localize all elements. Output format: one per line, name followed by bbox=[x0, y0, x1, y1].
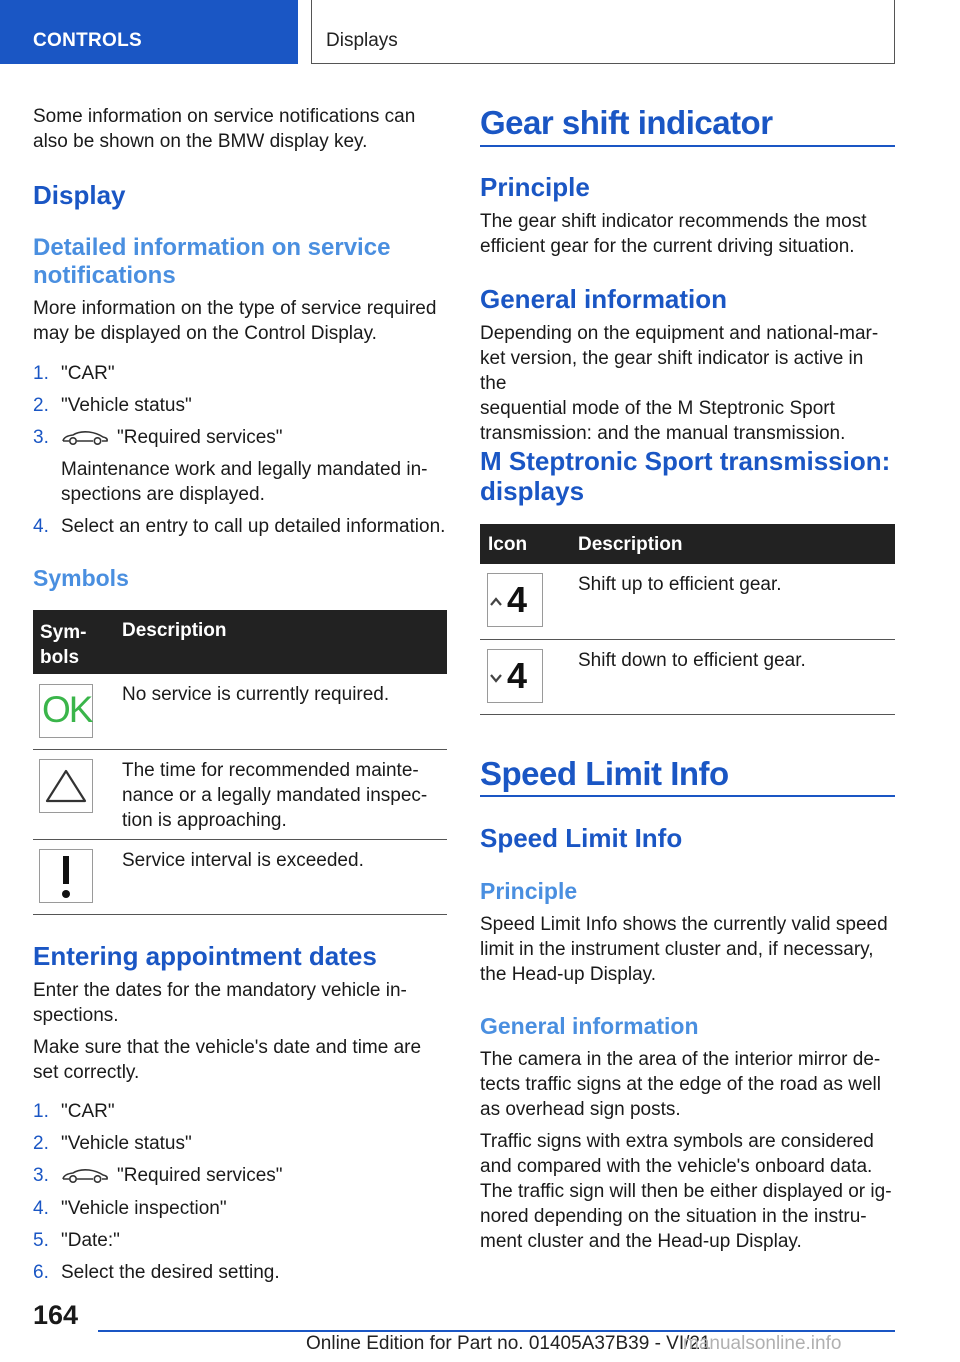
step-note: Maintenance work and legally mandated in- spections are displayed. bbox=[61, 459, 428, 505]
chapter-tab bbox=[311, 0, 895, 64]
exclamation-icon bbox=[39, 849, 93, 903]
section-tab bbox=[0, 0, 298, 64]
m-steptronic-heading: M Steptronic Sport transmission: displays bbox=[480, 446, 891, 506]
principle-paragraph: The gear shift indicator recommends the most efficient gear for the current driving situation. bbox=[480, 211, 867, 257]
table-cell: Shift down to efficient gear. bbox=[578, 650, 806, 671]
heading-rule bbox=[480, 795, 895, 797]
appointment-paragraph: Enter the dates for the mandatory vehicle in- spections. bbox=[33, 980, 407, 1026]
sli-principle-paragraph: Speed Limit Info shows the currently valid speed limit in the instrument cluster and, if necessary, the Head-up Display. bbox=[480, 914, 888, 985]
ok-icon: OK bbox=[39, 684, 93, 738]
gear-table-header bbox=[480, 524, 895, 564]
sli-general-heading: General information bbox=[480, 1013, 699, 1039]
table-divider bbox=[480, 714, 895, 715]
edition-text: Online Edition for Part no. 01405A37B39 - VI/21 bbox=[306, 1333, 711, 1354]
warning-triangle-icon bbox=[39, 759, 93, 813]
table-cell: Shift up to efficient gear. bbox=[578, 574, 782, 595]
speed-limit-heading: Speed Limit Info bbox=[480, 755, 729, 792]
intro-paragraph: Some information on service notifications can also be shown on the BMW display key. bbox=[33, 106, 416, 152]
header-description: Description bbox=[122, 620, 227, 641]
chapter-title: Displays bbox=[326, 30, 398, 51]
appointment-heading: Entering appointment dates bbox=[33, 941, 377, 971]
table-divider bbox=[33, 914, 447, 915]
sli-general-paragraph: Traffic signs with extra symbols are considered and compared with the vehicle's onboard data. The traffic sign will then be either displayed or ig- nored depending on the situation in the instru- ment cluster and the Head-up Display. bbox=[480, 1131, 892, 1252]
page-number: 164 bbox=[33, 1300, 79, 1330]
speed-limit-subheading: Speed Limit Info bbox=[480, 823, 683, 853]
shift-up-icon: 4 bbox=[487, 573, 543, 627]
symbols-table-header bbox=[33, 610, 447, 674]
table-cell: No service is currently required. bbox=[122, 684, 390, 705]
car-icon bbox=[61, 430, 109, 446]
car-icon bbox=[61, 1168, 109, 1184]
sli-general-paragraph: The camera in the area of the interior mirror de- tects traffic signs at the edge of the road as well as overhead sign posts. bbox=[480, 1049, 881, 1120]
table-divider bbox=[33, 839, 447, 840]
table-divider bbox=[480, 639, 895, 640]
display-heading: Display bbox=[33, 180, 126, 210]
general-info-heading: General information bbox=[480, 284, 728, 314]
section-title: CONTROLS bbox=[33, 30, 143, 51]
principle-heading: Principle bbox=[480, 172, 590, 202]
watermark-text: manualsonline.info bbox=[683, 1333, 842, 1354]
detail-heading: Detailed information on service notifications bbox=[33, 234, 391, 289]
header-symbols: Sym- bols bbox=[40, 622, 87, 668]
symbols-heading: Symbols bbox=[33, 565, 129, 591]
heading-rule bbox=[480, 145, 895, 147]
table-divider bbox=[33, 749, 447, 750]
detail-paragraph: More information on the type of service required may be displayed on the Control Display. bbox=[33, 298, 437, 344]
sli-principle-heading: Principle bbox=[480, 878, 578, 904]
appointment-paragraph: Make sure that the vehicle's date and time are set correctly. bbox=[33, 1037, 422, 1083]
header-description: Description bbox=[578, 534, 683, 555]
table-cell: The time for recommended mainte- nance or a legally mandated inspec- tion is approaching. bbox=[122, 760, 428, 831]
header-icon: Icon bbox=[488, 534, 528, 555]
general-info-paragraph: Depending on the equipment and national-mar- ket version, the gear shift indicator is active in the sequential mode of the M Steptronic Sport transmission: and the manual transmission. bbox=[480, 323, 879, 444]
gear-shift-heading: Gear shift indicator bbox=[480, 104, 773, 141]
shift-down-icon: 4 bbox=[487, 649, 543, 703]
table-cell: Service interval is exceeded. bbox=[122, 850, 364, 871]
footer-rule bbox=[98, 1330, 895, 1332]
